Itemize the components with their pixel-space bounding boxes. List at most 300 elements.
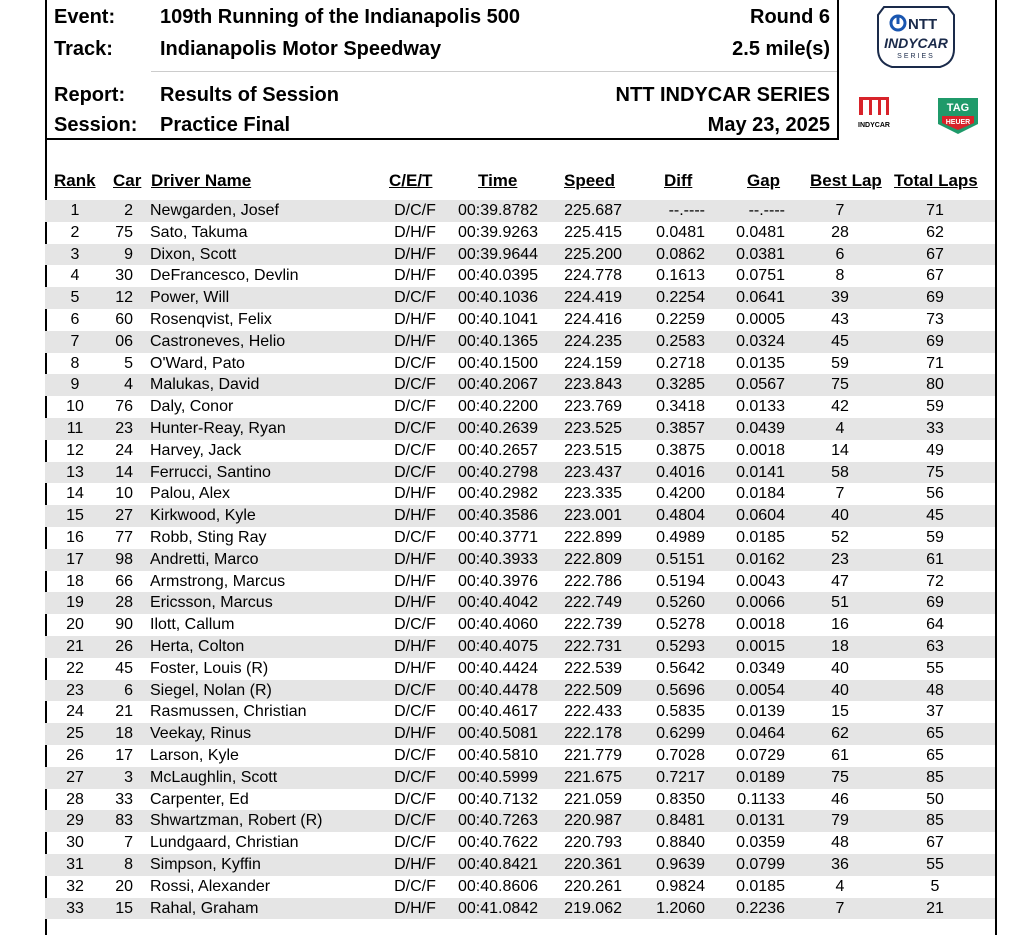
cell-diff: 0.5194 (656, 572, 705, 590)
cell-rank: 32 (66, 877, 84, 895)
cell-diff: 0.1613 (656, 267, 705, 285)
cell-gap: 0.0381 (736, 245, 785, 263)
cell-gap: 0.0139 (736, 703, 785, 721)
table-row (45, 483, 995, 505)
cell-car: 15 (115, 899, 133, 917)
col-header-total-laps: Total Laps (894, 171, 978, 190)
cell-best: 6 (835, 245, 845, 263)
cell-gap: 0.0185 (736, 528, 785, 546)
cell-best: 7 (835, 202, 845, 219)
cell-rank: 12 (66, 441, 84, 459)
cell-cet: D/H/F (394, 223, 436, 241)
cell-diff: 0.5642 (656, 659, 705, 677)
cell-speed: 223.515 (564, 441, 622, 459)
cell-diff: 0.5293 (656, 637, 705, 655)
cell-car: 76 (115, 398, 133, 416)
cell-driver: O'Ward, Pato (150, 354, 245, 372)
session-value: Practice Final (160, 114, 291, 136)
cell-time: 00:40.2639 (457, 419, 539, 437)
table-row (45, 331, 995, 353)
col-header-gap: Gap (747, 171, 781, 190)
cell-total: 69 (926, 594, 944, 612)
cell-gap: 0.0799 (736, 855, 785, 873)
cell-diff: 0.2583 (656, 332, 705, 350)
cell-speed: 224.419 (564, 289, 622, 307)
cell-car: 30 (115, 267, 133, 285)
logos-area (850, 0, 985, 140)
cell-speed: 225.687 (564, 202, 622, 219)
cell-time: 00:40.1365 (457, 332, 539, 350)
indycar-text: INDYCAR (884, 35, 948, 51)
cell-total: 45 (926, 507, 944, 525)
cell-driver: Harvey, Jack (150, 441, 242, 459)
cell-rank: 3 (70, 245, 80, 263)
cell-car: 7 (124, 834, 133, 852)
cell-time: 00:40.2982 (457, 485, 539, 503)
cell-best: 18 (831, 637, 849, 655)
cell-driver: Power, Will (150, 289, 230, 307)
cell-best: 16 (831, 616, 849, 634)
cell-car: 27 (115, 507, 133, 525)
cell-gap: 0.0641 (736, 289, 785, 307)
table-row (45, 789, 995, 811)
cell-speed: 225.415 (564, 223, 622, 241)
cell-rank: 11 (66, 419, 84, 437)
cell-total: 80 (926, 376, 944, 394)
cell-car: 20 (115, 877, 133, 895)
cell-total: 85 (926, 768, 944, 786)
cell-best: 4 (835, 877, 845, 895)
header-divider (151, 71, 837, 72)
cell-speed: 221.675 (564, 768, 622, 786)
cell-driver: Carpenter, Ed (150, 790, 249, 808)
cell-rank: 33 (66, 899, 84, 917)
cell-time: 00:40.3586 (457, 507, 539, 525)
cell-gap: 0.0018 (736, 616, 785, 634)
cell-diff: 0.0862 (656, 245, 705, 263)
cell-diff: 0.8840 (656, 834, 705, 852)
cell-best: 40 (831, 659, 849, 677)
indycar-logo (853, 95, 895, 131)
cell-best: 46 (831, 790, 849, 808)
col-header-diff: Diff (664, 171, 693, 190)
cell-driver: Castroneves, Helio (150, 332, 286, 350)
cell-total: 5 (930, 877, 940, 895)
cell-best: 62 (831, 725, 849, 743)
cell-diff: 0.4016 (656, 463, 705, 481)
cell-car: 2 (124, 202, 133, 219)
cell-total: 61 (926, 550, 944, 568)
cell-car: 14 (115, 463, 133, 481)
table-row (45, 418, 995, 440)
cell-car: 23 (115, 419, 133, 437)
cell-diff: 0.4200 (656, 485, 705, 503)
cell-cet: D/C/F (394, 768, 436, 786)
cell-speed: 222.786 (564, 572, 622, 590)
report-label: Report: (54, 84, 126, 106)
cell-total: 67 (926, 267, 944, 285)
event-value: 109th Running of the Indianapolis 500 (160, 6, 521, 28)
cell-best: 15 (831, 703, 849, 721)
cell-car: 17 (115, 746, 133, 764)
cell-total: 69 (926, 332, 944, 350)
col-header-cet: C/E/T (389, 171, 433, 190)
cell-total: 71 (926, 202, 944, 219)
cell-rank: 27 (66, 768, 84, 786)
cell-car: 26 (115, 637, 133, 655)
cell-driver: Rossi, Alexander (150, 877, 271, 895)
cell-car: 90 (115, 616, 133, 634)
table-row (45, 374, 995, 396)
results-table (45, 200, 995, 919)
cell-best: 40 (831, 507, 849, 525)
cell-speed: 223.525 (564, 419, 622, 437)
cell-driver: Herta, Colton (150, 637, 245, 655)
cell-diff: 0.3857 (656, 419, 705, 437)
table-row (45, 745, 995, 767)
cell-cet: D/C/F (394, 790, 436, 808)
cell-cet: D/H/F (394, 310, 436, 328)
cell-diff: 0.9824 (656, 877, 705, 895)
cell-time: 00:41.0842 (457, 899, 539, 917)
cell-driver: Palou, Alex (150, 485, 231, 503)
table-row (45, 898, 995, 920)
cell-gap: 0.0054 (736, 681, 785, 699)
cell-rank: 24 (66, 703, 84, 721)
table-row (45, 636, 995, 658)
cell-total: 33 (926, 419, 944, 437)
table-row (45, 309, 995, 331)
cell-diff: 0.3418 (656, 398, 705, 416)
cell-cet: D/C/F (394, 528, 436, 546)
cell-cet: D/C/F (394, 398, 436, 416)
cell-rank: 18 (66, 572, 84, 590)
cell-car: 75 (115, 223, 133, 241)
cell-time: 00:40.7132 (457, 790, 539, 808)
cell-cet: D/H/F (394, 659, 436, 677)
cell-gap: --.---- (748, 202, 785, 219)
cell-diff: 0.8350 (656, 790, 705, 808)
ntt-indycar-series-logo (876, 5, 956, 69)
cell-gap: 0.0324 (736, 332, 785, 350)
cell-rank: 1 (70, 202, 80, 219)
cell-rank: 31 (66, 855, 84, 873)
cell-speed: 220.793 (564, 834, 622, 852)
cell-cet: D/H/F (394, 637, 436, 655)
cell-gap: 0.0135 (736, 354, 785, 372)
cell-driver: Hunter-Reay, Ryan (150, 419, 286, 437)
cell-car: 60 (115, 310, 133, 328)
cell-best: 42 (831, 398, 849, 416)
cell-gap: 0.0184 (736, 485, 785, 503)
cell-diff: 0.7217 (656, 768, 705, 786)
cell-speed: 222.739 (564, 616, 622, 634)
cell-time: 00:40.7263 (457, 812, 539, 830)
cell-cet: D/H/F (394, 550, 436, 568)
cell-rank: 25 (66, 725, 84, 743)
cell-driver: Rosenqvist, Felix (150, 310, 272, 328)
cell-cet: D/C/F (394, 746, 436, 764)
table-row (45, 723, 995, 745)
cell-car: 66 (115, 572, 133, 590)
cell-rank: 10 (66, 398, 84, 416)
cell-gap: 0.0189 (736, 768, 785, 786)
tag-heuer-logo (936, 96, 980, 136)
cell-cet: D/C/F (394, 289, 436, 307)
cell-car: 83 (115, 812, 133, 830)
cell-diff: 0.8481 (656, 812, 705, 830)
cell-speed: 223.437 (564, 463, 622, 481)
cell-time: 00:40.4075 (457, 637, 539, 655)
cell-gap: 0.0005 (736, 310, 785, 328)
series-text: SERIES (897, 53, 935, 60)
cell-best: 45 (831, 332, 849, 350)
cell-total: 73 (926, 310, 944, 328)
cell-cet: D/H/F (394, 725, 436, 743)
cell-total: 64 (926, 616, 944, 634)
cell-diff: 0.7028 (656, 746, 705, 764)
cell-driver: Ericsson, Marcus (150, 594, 273, 612)
table-row (45, 440, 995, 462)
cell-gap: 0.0185 (736, 877, 785, 895)
cell-best: 75 (831, 768, 849, 786)
cell-cet: D/C/F (394, 202, 436, 219)
cell-diff: 0.5835 (656, 703, 705, 721)
report-value: Results of Session (160, 84, 339, 106)
series-name: NTT INDYCAR SERIES (615, 84, 830, 106)
cell-cet: D/C/F (394, 376, 436, 394)
cell-gap: 0.0162 (736, 550, 785, 568)
round-value: Round 6 (750, 6, 830, 28)
cell-cet: D/C/F (394, 463, 436, 481)
cell-rank: 21 (66, 637, 84, 655)
cell-driver: Rahal, Graham (150, 899, 259, 917)
cell-total: 65 (926, 725, 944, 743)
cell-diff: 0.9639 (656, 855, 705, 873)
cell-time: 00:40.4042 (457, 594, 539, 612)
table-row (45, 287, 995, 309)
cell-gap: 0.0141 (736, 463, 785, 481)
cell-cet: D/H/F (394, 245, 436, 263)
cell-best: 52 (831, 528, 849, 546)
cell-best: 48 (831, 834, 849, 852)
cell-best: 47 (831, 572, 849, 590)
cell-total: 71 (926, 354, 944, 372)
cell-total: 67 (926, 834, 944, 852)
cell-gap: 0.0015 (736, 637, 785, 655)
cell-time: 00:40.4478 (457, 681, 539, 699)
cell-speed: 220.361 (564, 855, 622, 873)
table-row (45, 265, 995, 287)
cell-cet: D/H/F (394, 485, 436, 503)
cell-diff: 0.4804 (656, 507, 705, 525)
cell-best: 39 (831, 289, 849, 307)
cell-total: 21 (926, 899, 944, 917)
track-label: Track: (54, 38, 113, 60)
cell-rank: 20 (66, 616, 84, 634)
cell-time: 00:40.4060 (457, 616, 539, 634)
cell-gap: 0.0481 (736, 223, 785, 241)
table-row (45, 658, 995, 680)
table-row (45, 592, 995, 614)
cell-gap: 0.0131 (736, 812, 785, 830)
cell-cet: D/H/F (394, 855, 436, 873)
col-header-car: Car (113, 171, 142, 190)
cell-speed: 219.062 (564, 899, 622, 917)
table-row (45, 505, 995, 527)
cell-rank: 9 (70, 376, 80, 394)
cell-speed: 222.539 (564, 659, 622, 677)
cell-speed: 220.987 (564, 812, 622, 830)
table-row (45, 549, 995, 571)
table-row (45, 353, 995, 375)
cell-car: 18 (115, 725, 133, 743)
cell-time: 00:40.1036 (457, 289, 539, 307)
cell-gap: 0.0066 (736, 594, 785, 612)
cell-car: 33 (115, 790, 133, 808)
cell-speed: 222.899 (564, 528, 622, 546)
cell-gap: 0.0133 (736, 398, 785, 416)
table-row (45, 527, 995, 549)
indycar-small-text: INDYCAR (858, 122, 890, 129)
cell-speed: 222.749 (564, 594, 622, 612)
cell-driver: Shwartzman, Robert (R) (150, 812, 323, 830)
cell-gap: 0.0604 (736, 507, 785, 525)
cell-speed: 221.779 (564, 746, 622, 764)
table-row (45, 462, 995, 484)
cell-diff: 0.6299 (656, 725, 705, 743)
cell-total: 63 (926, 637, 944, 655)
cell-diff: 0.2254 (656, 289, 705, 307)
cell-speed: 220.261 (564, 877, 622, 895)
cell-diff: 0.4989 (656, 528, 705, 546)
cell-time: 00:40.8606 (457, 877, 539, 895)
cell-time: 00:40.4424 (457, 659, 539, 677)
cell-gap: 0.0751 (736, 267, 785, 285)
cell-rank: 6 (70, 310, 80, 328)
col-header-rank: Rank (54, 171, 96, 190)
cell-best: 28 (831, 223, 849, 241)
cell-car: 6 (124, 681, 133, 699)
cell-diff: --.---- (668, 202, 705, 219)
cell-speed: 224.778 (564, 267, 622, 285)
cell-speed: 225.200 (564, 245, 622, 263)
cell-driver: Kirkwood, Kyle (150, 507, 256, 525)
cell-best: 8 (835, 267, 845, 285)
cell-total: 75 (926, 463, 944, 481)
cell-rank: 2 (70, 223, 80, 241)
cell-rank: 5 (70, 289, 80, 307)
table-row (45, 680, 995, 702)
cell-car: 4 (124, 376, 133, 394)
cell-cet: D/C/F (394, 419, 436, 437)
cell-time: 00:40.2200 (457, 398, 539, 416)
table-row (45, 876, 995, 898)
cell-best: 14 (831, 441, 849, 459)
cell-diff: 0.5151 (656, 550, 705, 568)
cell-gap: 0.0359 (736, 834, 785, 852)
cell-speed: 224.416 (564, 310, 622, 328)
cell-rank: 16 (66, 528, 84, 546)
cell-rank: 17 (66, 550, 84, 568)
cell-gap: 0.0439 (736, 419, 785, 437)
cell-time: 00:39.9644 (457, 245, 539, 263)
cell-time: 00:40.5810 (457, 746, 539, 764)
cell-time: 00:40.3976 (457, 572, 539, 590)
cell-driver: Newgarden, Josef (150, 202, 279, 219)
cell-driver: Simpson, Kyffin (150, 855, 261, 873)
table-row (45, 701, 995, 723)
cell-best: 51 (831, 594, 849, 612)
cell-time: 00:40.4617 (457, 703, 539, 721)
cell-gap: 0.0729 (736, 746, 785, 764)
cell-best: 61 (831, 746, 849, 764)
table-row (45, 810, 995, 832)
col-header-speed: Speed (564, 171, 616, 190)
cell-total: 59 (926, 528, 944, 546)
cell-diff: 0.3875 (656, 441, 705, 459)
cell-rank: 29 (66, 812, 84, 830)
cell-time: 00:39.8782 (457, 202, 539, 219)
cell-driver: Foster, Louis (R) (150, 659, 269, 677)
cell-speed: 223.769 (564, 398, 622, 416)
cell-total: 69 (926, 289, 944, 307)
cell-speed: 222.433 (564, 703, 622, 721)
cell-speed: 222.809 (564, 550, 622, 568)
event-label: Event: (54, 6, 116, 28)
cell-speed: 222.509 (564, 681, 622, 699)
cell-gap: 0.0567 (736, 376, 785, 394)
cell-driver: Malukas, David (150, 376, 260, 394)
cell-diff: 0.5260 (656, 594, 705, 612)
cell-driver: Ferrucci, Santino (150, 463, 271, 481)
cell-time: 00:40.3771 (457, 528, 539, 546)
table-row (45, 396, 995, 418)
cell-cet: D/C/F (394, 703, 436, 721)
cell-driver: Robb, Sting Ray (150, 528, 267, 546)
cell-cet: D/C/F (394, 812, 436, 830)
frame-right-border (995, 0, 997, 935)
cell-cet: D/H/F (394, 594, 436, 612)
cell-cet: D/C/F (394, 834, 436, 852)
cell-car: 21 (115, 703, 133, 721)
cell-speed: 223.843 (564, 376, 622, 394)
cell-time: 00:40.8421 (457, 855, 539, 873)
table-row (45, 854, 995, 876)
cell-gap: 0.0349 (736, 659, 785, 677)
cell-total: 55 (926, 855, 944, 873)
tag-text: TAG (946, 102, 970, 114)
cell-cet: D/H/F (394, 507, 436, 525)
cell-best: 58 (831, 463, 849, 481)
cell-driver: Armstrong, Marcus (150, 572, 286, 590)
cell-car: 28 (115, 594, 133, 612)
cell-driver: Larson, Kyle (150, 746, 239, 764)
report-header (45, 0, 839, 140)
cell-rank: 22 (66, 659, 84, 677)
cell-cet: D/C/F (394, 616, 436, 634)
cell-driver: Lundgaard, Christian (150, 834, 299, 852)
cell-time: 00:40.5999 (457, 768, 539, 786)
cell-time: 00:40.5081 (457, 725, 539, 743)
cell-total: 67 (926, 245, 944, 263)
cell-rank: 4 (70, 267, 80, 285)
cell-car: 8 (124, 855, 133, 873)
col-header-time: Time (478, 171, 518, 190)
cell-total: 50 (926, 790, 944, 808)
cell-diff: 0.5278 (656, 616, 705, 634)
cell-driver: Ilott, Callum (150, 616, 235, 634)
